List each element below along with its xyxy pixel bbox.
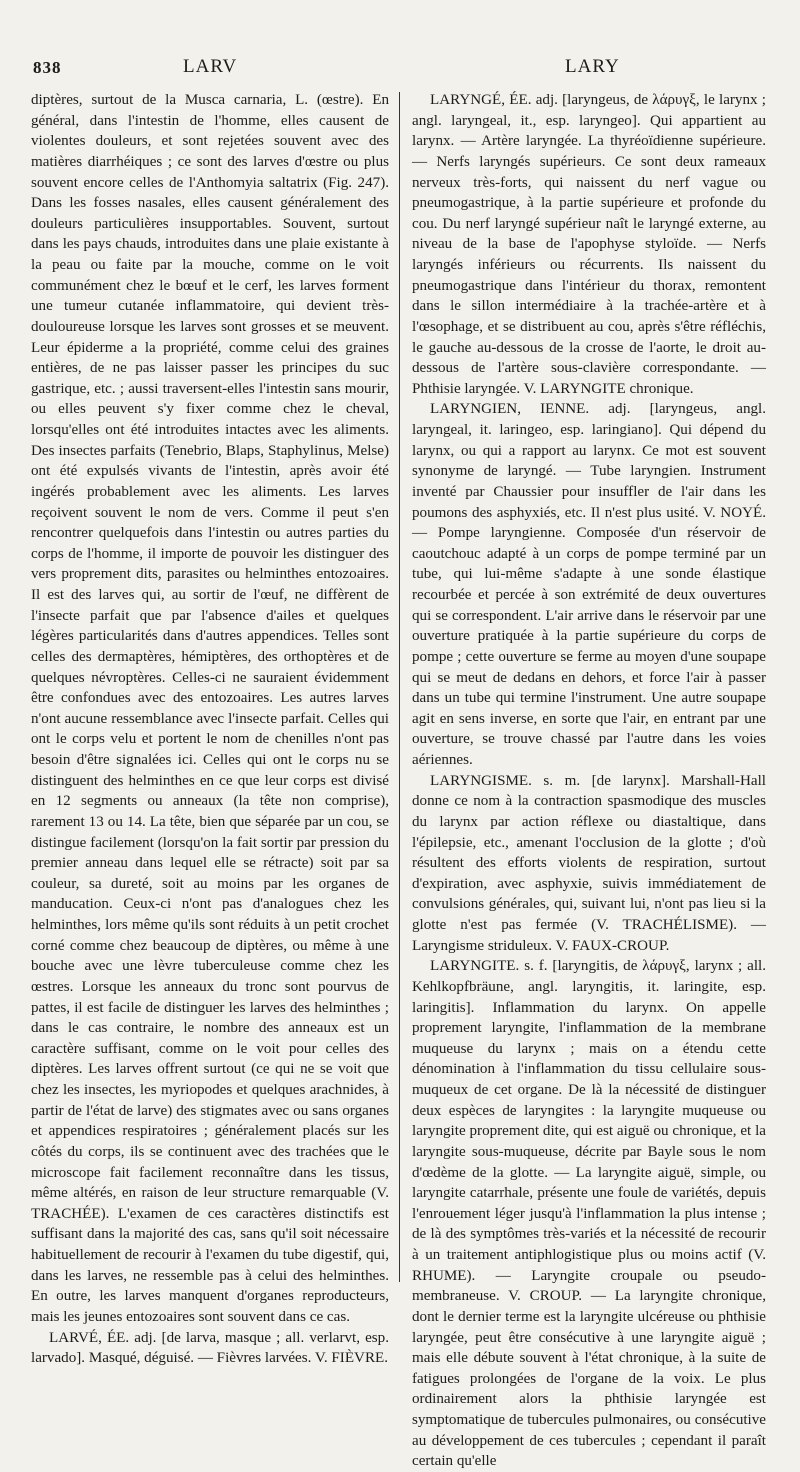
left-column (31, 90, 389, 1367)
entry-laryngite: LARYNGITE. s. f. [laryngitis, de λάρυγξ, larynx ; all. Kehlkopfbräune, angl. laryngitis, it. laringite, esp. laringitis]. Inflammation du larynx. On appelle proprement laryngite, l'inflammation de la membrane muqueuse du larynx ; mais on a étendu cette dénomination à l'inflammation du tissu cellulaire sous-muqueux de cet organe. De là la nécessité de distinguer deux espèces de laryngites : la laryngite muqueuse ou laryngite proprement dite, qui est aiguë ou chronique, et la laryngite sous-muqueuse, décrite par Bayle sous le nom d'œdème de la glotte. — La laryngite aiguë, simple, ou laryngite catarrhale, présente une foule de variétés, depuis l'enrouement léger jusqu'à l'inflammation la plus intense ; de là des symptômes très-variés et la nécessité de recourir à un traitement antiphlogistique plus ou moins actif (V. RHUME). — Laryngite croupale ou pseudo-membraneuse. V. CROUP. — La laryngite chronique, dont le dernier terme est la laryngite ulcéreuse ou phthisie laryngée, peut être consécutive à une laryngite aiguë ; mais elle débute souvent à l'état chronique, à la suite de fatigues prolongées de l'organe de la voix. Le plus ordinairement alors la phthisie laryngée est symptomatique de tubercules pulmonaires, ou consécutive au développement de ces tubercules ; cependant il paraît certain qu'elle (412, 958, 766, 1470)
column-divider (399, 92, 400, 1282)
entry-laryngien: LARYNGIEN, IENNE. adj. [laryngeus, angl. laryngeal, it. laringeo, esp. laringiano]. Qui dépend du larynx, ou qui a rapport au larynx. Ce mot est souvent synonyme de laryngé. — Tube laryngien. Instrument inventé par Chaussier pour insuffler de l'air dans les poumons des asphyxiés, etc. Il n'est plus usité. V. NOYÉ. — Pompe laryngienne. Composée d'un réservoir de caoutchouc adapté à un corps de pompe terminé par un tube, qui lui-même s'adapte à une sonde élastique recourbée et percée à son extrémité de deux ouvertures qui se correspondent. L'air arrive dans le réservoir par une ouverture pratiquée à la partie supérieure du corps de pompe ; cette ouverture se ferme au moyen d'une soupape qui se meut de dedans en dehors, et force l'air à passer dans un tube qui termine l'instrument. Une autre soupape agit en sens inverse, en sorte que l'air, en entrant par une ouverture, se trouve chassé par l'autre dans les voies aériennes. (412, 401, 766, 768)
entry-laryngisme: LARYNGISME. s. m. [de larynx]. Marshall-Hall donne ce nom à la contraction spasmodique des muscles du larynx par action réflexe ou diastaltique, dans l'épilepsie, etc., amenant l'occlusion de la glotte ; d'où résultent des efforts violents de respiration, surtout d'expiration, avec asphyxie, suivis immédiatement de convulsions générales, qui, suivant lui, n'ont pas lieu si la glotte n'est pas fermée (V. TRACHÉLISME). — Laryngisme striduleux. V. FAUX-CROUP. (412, 772, 766, 954)
larve-continuation-paragraph: diptères, surtout de la Musca carnaria, L. (œstre). En général, dans l'intestin de l'homme, elles causent de violentes douleurs, et sont rejetées souvent avec des matières diarrhéiques ; ce sont des larves d'œstre ou plus souvent encore celles de l'Anthomyia saltatrix (Fig. 247). Dans les fosses nasales, elles causent généralement des douleurs particulières insupportables. Souvent, surtout dans les pays chauds, introduites dans une plaie existante à la peau ou faite par la mouche, comme on le voit communément chez le bœuf et le cerf, les larves forment une tumeur cutanée inflammatoire, qui devient très-douloureuse lorsque les larves sont grosses et se meuvent. Leur épiderme a la propriété, comme celui des graines entières, de ne pas laisser passer les principes du suc gastrique, etc. ; aussi traversent-elles l'intestin sans mourir, ou elles peuvent s'y fixer comme chez le cheval, lorsqu'elles ont été introduites intactes avec les aliments. Des insectes parfaits (Tenebrio, Blaps, Staphylinus, Melse) ont été expulsés vivants de l'intestin, après avoir été ingérés probablement avec les aliments. Les larves reçoivent souvent le nom de vers. Comme il peut s'en rencontrer quelquefois dans l'intestin ou autres parties du corps de l'homme, il importe de pouvoir les distinguer des vers proprement dits, parasites ou helminthes entozoaires. Il est des larves qui, au sortir de l'œuf, ne diffèrent de l'insecte parfait que par l'absence d'ailes et quelques légères particularités dans d'autres appendices. Telles sont celles des dermaptères, hémiptères, des orthoptères et de quelques névroptères. Celles-ci ne sauraient évidemment être confondues avec des entozoaires. Les autres larves n'ont aucune ressemblance avec l'insecte parfait. Celles qui ont le corps velu et portent le nom de chenilles n'ont pas besoin d'être signalées ici. Celles qui ont le corps nu se distinguent des helminthes en ce que leur corps est divisé en 12 segments ou anneaux (la tête non comprise), rarement 13 ou 14. La tête, bien que séparée par un cou, se distingue facilement (lorsqu'on la fait sortir par pression du premier anneau dans lequel elle se rétracte) soit par sa couleur, sa dureté, soit au moins par les organes de manducation. Ceux-ci n'ont pas d'analogues chez les helminthes, lors même qu'ils sont réduits à un petit crochet corné comme chez beaucoup de diptères, ou même à une bouche avec une lèvre tuberculeuse comme chez les œstres. Lorsque les anneaux du tronc sont pourvus de pattes, il est facile de distinguer les larves des helminthes ; dans le cas contraire, le nombre des anneaux est un caractère suffisant, comme on le voit pour celles des diptères. Les larves offrent surtout (ce qui ne se voit que chez les insectes, les myriopodes et quelques arachnides, à partir de l'état de larve) des stigmates avec ou sans organes et appendices respiratoires ; généralement placés sur les côtés du corps, ils se continuent avec des trachées que le microscope fait facilement reconnaître dans les tissus, même altérés, en raison de leur structure remarquable (V. TRACHÉE). L'examen de ces caractères distinctifs est suffisant dans la majorité des cas, sans qu'il soit nécessaire habituellement de recourir à l'examen du tube digestif, qui, dans les larves, ne ressemble pas à celui des helminthes. En outre, les larves manquent d'organes reproducteurs, mais les jeunes entozoaires sont souvent dans ce cas. (31, 92, 389, 1325)
entry-larve: LARVÉ, ÉE. adj. [de larva, masque ; all. verlarvt, esp. larvado]. Masqué, déguisé. — Fièvres larvées. V. FIÈVRE. (31, 1329, 389, 1367)
right-column (412, 90, 766, 1470)
page-header (33, 54, 778, 82)
page-number: 838 (33, 58, 62, 77)
entry-larynge: LARYNGÉ, ÉE. adj. [laryngeus, de λάρυγξ, le larynx ; angl. laryngeal, it., esp. laryngeo]. Qui appartient au larynx. — Artère laryngée. La thyréoïdienne supérieure. — Nerfs laryngés supérieurs. Ce sont deux rameaux nerveux très-forts, qui naissent du nerf vague ou pneumogastrique, à la partie supérieure et profonde du cou. Du nerf laryngé supérieur naît le laryngé externe, au niveau de la base de l'apophyse styloïde. — Nerfs laryngés inférieurs ou récurrents. Ils naissent du pneumogastrique dans l'intérieur du thorax, remontent dans le sillon intermédiaire à la trachée-artère et à l'œsophage, et se distribuent au cou, après s'être réfléchis, le gauche au-dessous de la crosse de l'aorte, le droit au-dessous de l'artère sous-clavière correspondante. — Phthisie laryngée. V. LARYNGITE chronique. (412, 92, 766, 397)
running-head-left: LARV (183, 56, 238, 77)
running-head-right: LARY (565, 56, 620, 77)
